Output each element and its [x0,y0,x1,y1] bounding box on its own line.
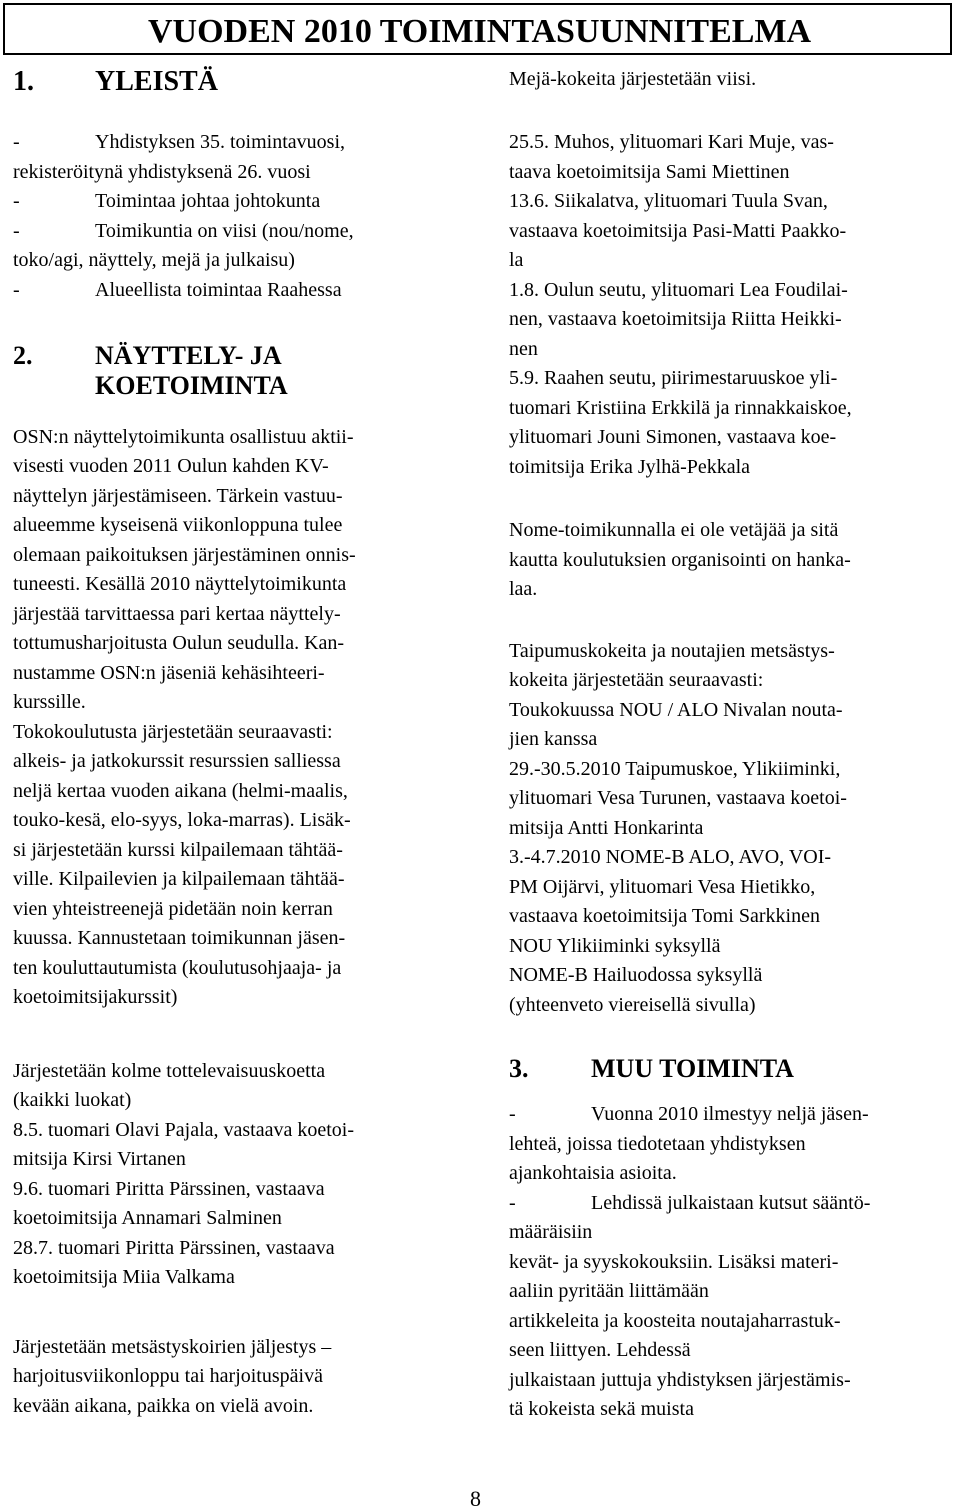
section-1-title: YLEISTÄ [95,66,218,97]
section-2-paragraph-3: Järjestetään metsästyskoirien jäljestys – harjoitusviikonloppu tai harjoituspäivä kevään aikana, paikka on vielä avoin. [13,1335,332,1417]
list-item: aaliin pyritään liittämään [509,1280,709,1302]
list-item: - Yhdistyksen 35. toimintavuosi, [13,131,345,153]
list-item: artikkeleita ja koosteita noutajaharrastuk- [509,1309,841,1332]
section-3-heading [509,1054,949,1084]
list-item: määräisiin [509,1221,593,1243]
section-2-paragraph-2: Järjestetään kolme tottelevaisuuskoetta (kaikki luokat) 8.5. tuomari Olavi Pajala, vastaava koetoi- mitsija Kirsi Virtanen 9.6. tuomari Piritta Pärssinen, vastaava koetoimitsija Annamari Salminen 28.7. tuomari Piritta Pärssinen, vastaava koetoimitsija Miia Valkama [13,1059,355,1288]
list-item: - Toimintaa johtaa johtokunta [13,190,321,212]
list-item: rekisteröitynä yhdistyksenä 26. vuosi [13,160,311,183]
section-3-list [509,1100,949,1425]
list-item: seen liittyen. Lehdessä [509,1339,691,1361]
section-2-number: 2. [13,340,33,370]
taipumus-paragraph: Taipumuskokeita ja noutajien metsästys- kokeita järjestetään seuraavasti: Toukokuussa NOU / ALO Nivalan nouta- jien kanssa 29.-30.5.2010 Taipumuskoe, Ylikiiminki, ylituomari Vesa Turunen, vastaava koetoi- mitsija Antti Honkarinta 3.-4.7.2010 NOME-B ALO, AVO, VOI- PM Oijärvi, ylituomari Vesa Hietikko, vastaava koetoimitsija Tomi Sarkkinen NOU Ylikiiminki syksyllä NOME-B Hailuodossa syksyllä (yhteenveto viereisellä sivulla) [509,639,847,1016]
list-item: julkaistaan juttuja yhdistyksen järjestämis- [509,1368,851,1391]
section-1-number: 1. [13,66,34,97]
section-2-title-line2: KOETOIMINTA [95,370,288,400]
list-item: lehteä, joissa tiedotetaan yhdistyksen [509,1132,806,1155]
list-item: - Lehdissä julkaistaan kutsut sääntö- [509,1191,871,1214]
page-number: 8 [470,1486,481,1511]
list-item: tä kokeista sekä muista [509,1398,694,1420]
list-item: toko/agi, näyttely, mejä ja julkaisu) [13,249,295,271]
section-2-paragraph-1: OSN:n näyttelytoimikunta osallistuu aktii- visesti vuoden 2011 Oulun kahden KV- näyttelyn järjestämiseen. Tärkein vastuu- alueemme kyseisenä viikonloppuna tulee olemaan paikoituksen järjestäminen onnis- tuneesti. Kesällä 2010 näyttelytoimikunta järjestää tarvittaessa pari kertaa näyttely- tottumusharjoitusta Oulun seudulla. Kan- nustamme OSN:n jäseniä kehäsihteeri- kurssille. Tokokoulutusta järjestetään seuraavasti: alkeis- ja jatkokurssit resurssien salliessa neljä kertaa vuoden aikana (helmi-maalis, touko-kesä, elo-syys, loka-marras). Lisäk- si järjestetään kurssi kilpailemaan tähtää- ville. Kilpailevien ja kilpailemaan tähtää- vien yhteistreenejä pidetään noin kerran kuussa. Kannustetaan toimikunnan jäsen- ten kouluttautumista (koulutusohjaaja- ja koetoimitsijakurssit) [13,425,356,1008]
section-1-heading [13,64,218,100]
list-item: - Toimikuntia on viisi (nou/nome, [13,219,354,242]
list-item: ajankohtaisia asioita. [509,1162,677,1184]
section-3-number: 3. [509,1054,529,1083]
section-2-title-line1: NÄYTTELY- JA [95,340,282,370]
left-column [13,128,445,1421]
meja-intro: Mejä-kokeita järjestetään viisi. [509,68,757,90]
section-3-title: MUU TOIMINTA [591,1054,794,1083]
meja-list: 25.5. Muhos, ylituomari Kari Muje, vas- taava koetoimitsija Sami Miettinen 13.6. Siikalatva, ylituomari Tuula Svan, vastaava koetoimitsija Pasi-Matti Paakko- la 1.8. Oulun seutu, ylituomari Lea Foudilai- nen, vastaava koetoimitsija Riitta Heikki- nen 5.9. Raahen seutu, piirimestaruuskoe yli- tuomari Kristiina Erkkilä ja rinnakkaiskoe, ylituomari Jouni Simonen, vastaava koe- toimitsija Erika Jylhä-Pekkala [509,131,852,478]
right-column [509,128,949,1425]
section-2-heading [13,341,445,401]
list-item: kevät- ja syyskokouksiin. Lisäksi materi- [509,1250,839,1273]
page-title: VUODEN 2010 TOIMINTASUUNNITELMA [148,13,812,50]
nome-paragraph: Nome-toimikunnalla ei ole vetäjää ja sitä kautta koulutuksien organisointi on hanka- laa. [509,519,851,600]
list-item: - Alueellista toimintaa Raahessa [13,278,342,301]
list-item: - Vuonna 2010 ilmestyy neljä jäsen- [509,1103,869,1125]
section-1-list [13,128,445,305]
